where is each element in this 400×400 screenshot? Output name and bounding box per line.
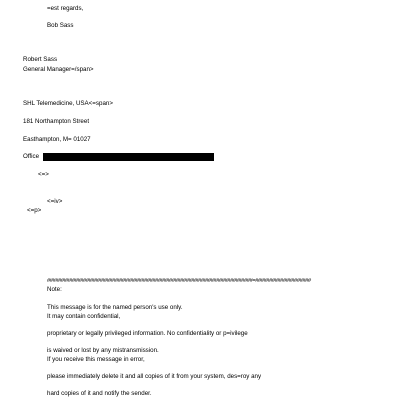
address-street: 181 Northampton Street bbox=[23, 118, 90, 125]
signature-job-title: General Manager=/span> bbox=[23, 66, 94, 73]
address-city: Easthampton, M= 01027 bbox=[23, 136, 91, 143]
disclaimer-separator: ##########################################################################=#################### bbox=[47, 278, 311, 284]
disclaimer-line: If you receive this message in error, bbox=[47, 356, 145, 363]
markup-fragment-3: <=p> bbox=[27, 207, 42, 214]
redacted-phone-block bbox=[43, 153, 214, 161]
markup-fragment-1: <=> bbox=[38, 171, 49, 178]
office-phone-label: Office bbox=[23, 153, 40, 160]
markup-fragment-2: <=iv> bbox=[47, 198, 63, 205]
signature-full-name: Robert Sass bbox=[23, 56, 58, 63]
disclaimer-line: This message is for the named person's use only. bbox=[47, 304, 183, 311]
signature-company: SHL Telemedicine, USA<=span> bbox=[23, 100, 113, 107]
disclaimer-line: is waived or lost by any mistransmission. bbox=[47, 347, 159, 354]
signature-short-name: Bob Sass bbox=[47, 22, 74, 29]
disclaimer-line: hard copies of it and notify the sender. bbox=[47, 390, 152, 397]
disclaimer-note-label: Note: bbox=[47, 286, 62, 293]
disclaimer-line: proprietary or legally privileged information. No confidentiality or p=ivilege bbox=[47, 330, 248, 337]
disclaimer-line: please immediately delete it and all copies of it from your system, des=roy any bbox=[47, 373, 262, 380]
closing-line: =est regards, bbox=[47, 5, 84, 12]
disclaimer-line: It may contain confidential, bbox=[47, 313, 121, 320]
